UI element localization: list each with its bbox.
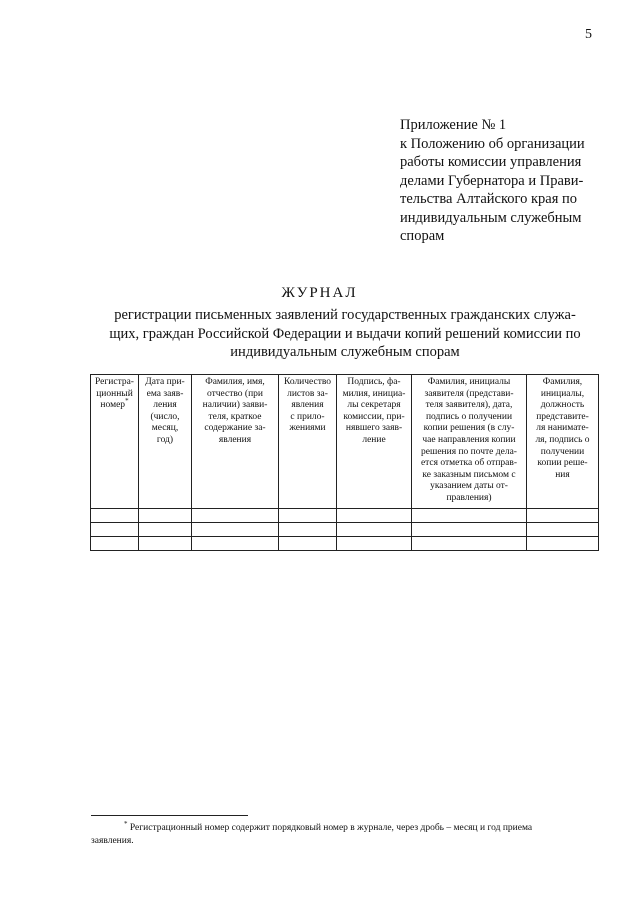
journal-subtitle-line: щих, граждан Российской Федерации и выдачи копий решений комиссии по [109, 325, 581, 342]
table-cell [91, 536, 139, 550]
table-cell [192, 522, 279, 536]
table-cell [412, 536, 527, 550]
journal-table [90, 374, 599, 551]
table-cell [279, 508, 337, 522]
footnote [91, 819, 601, 848]
table-cell [412, 508, 527, 522]
table-cell [91, 522, 139, 536]
footnote-text: Регистрационный номер содержит порядковый номер в журнале, через дробь – месяц и год приема [129, 823, 533, 833]
table-cell [139, 522, 192, 536]
table-cell [192, 508, 279, 522]
appendix-line: спорам [400, 228, 445, 244]
column-header-secretary-signature: Подпись, фа- милия, инициа- лы секретаря комиссии, при- нявшего заяв- ление [337, 375, 412, 509]
page-number: 5 [585, 27, 592, 42]
table-header-row [91, 375, 599, 509]
journal-subtitle [90, 306, 600, 362]
table-cell [527, 536, 599, 550]
footnote-mark: * [124, 819, 128, 828]
footnote-mark: * [125, 397, 129, 406]
journal-subtitle-line: регистрации письменных заявлений государственных гражданских служа- [114, 307, 576, 323]
table-cell [279, 536, 337, 550]
table-cell [91, 508, 139, 522]
appendix-line: работы комиссии управления [400, 154, 582, 170]
table-cell [192, 536, 279, 550]
appendix-line: делами Губернатора и Прави- [400, 172, 584, 189]
appendix-block [400, 116, 610, 246]
table-cell [139, 536, 192, 550]
appendix-line: к Положению об организации [400, 135, 585, 152]
table-cell [139, 508, 192, 522]
journal-subtitle-line: индивидуальным служебным спорам [230, 344, 460, 360]
table-cell [337, 536, 412, 550]
column-header-application-date: Дата при- ема заяв- ления (число, месяц, год) [139, 375, 192, 509]
table-cell [527, 522, 599, 536]
column-header-applicant-receipt: Фамилия, инициалы заявителя (представи- теля заявителя), дата, подпись о получении копии решения (в слу- чае направления копии решения по почте дела- ется отметка об отправ- ке заказным письмом с указанием даты от- правления) [412, 375, 527, 509]
table-cell [337, 508, 412, 522]
footnote-divider [91, 815, 248, 816]
column-header-employer-representative-receipt: Фамилия, инициалы, должность представите- ля нанимате- ля, подпись о получении копии реше- ния [527, 375, 599, 509]
table-row [91, 536, 599, 550]
journal-title: ЖУРНАЛ [281, 285, 358, 301]
column-header-registration-number: Регистра- ционный номер* [91, 375, 139, 509]
table-row [91, 508, 599, 522]
footnote-text-continued: заявления. [91, 836, 134, 846]
column-header-sheet-count: Количество листов за- явления с прило- жениями [279, 375, 337, 509]
appendix-line: тельства Алтайского края по [400, 191, 578, 207]
column-header-applicant-name-summary: Фамилия, имя, отчество (при наличии) заяви- теля, краткое содержание за- явления [192, 375, 279, 509]
appendix-line: индивидуальным служебным [400, 209, 582, 226]
appendix-line: Приложение № 1 [400, 117, 507, 133]
table-cell [527, 508, 599, 522]
table-row [91, 522, 599, 536]
table-cell [279, 522, 337, 536]
table-cell [337, 522, 412, 536]
table-cell [412, 522, 527, 536]
